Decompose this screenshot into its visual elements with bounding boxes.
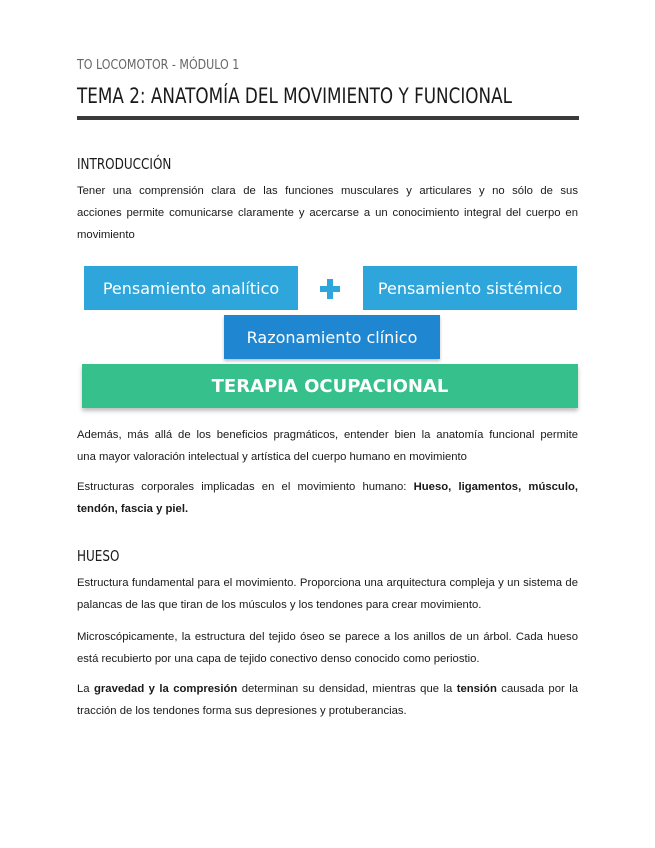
box-razonamiento-clinico: Razonamiento clínico — [224, 315, 440, 359]
box-pensamiento-analitico: Pensamiento analítico — [84, 266, 298, 310]
section-heading-introduccion: INTRODUCCIÓN — [77, 155, 172, 173]
concept-diagram — [80, 262, 580, 412]
box-pensamiento-sistemico: Pensamiento sistémico — [363, 266, 577, 310]
intro-paragraph-line3: movimiento — [77, 229, 135, 241]
body-paragraph-2-line2: una mayor valoración intelectual y artística del cuerpo humano en movimiento — [77, 451, 467, 463]
title-divider — [77, 116, 579, 120]
body-paragraph-2-line1: Además, más allá de los beneficios pragmáticos, entender bien la anatomía funcional permite — [77, 429, 578, 441]
intro-paragraph-line2: acciones permite comunicarse claramente y acercarse a un conocimiento integral del cuerpo en — [77, 207, 578, 219]
hueso-paragraph-1: Estructura fundamental para el movimiento. Proporciona una arquitectura compleja y un sistema de palancas de las que tiran de los músculos y los tendones para crear movimiento. — [77, 577, 578, 611]
body-paragraph-3: Estructuras corporales implicadas en el movimiento humano: Hueso, ligamentos, músculo, tendón, fascia y piel. — [77, 481, 578, 515]
module-header: TO LOCOMOTOR - MÓDULO 1 — [77, 57, 240, 73]
intro-paragraph-line1: Tener una comprensión clara de las funciones musculares y articulares y no sólo de sus — [77, 185, 578, 197]
page-title: TEMA 2: ANATOMÍA DEL MOVIMIENTO Y FUNCIONAL — [77, 84, 512, 108]
hueso-paragraph-3: La gravedad y la compresión determinan su densidad, mientras que la tensión causada por la tracción de los tendones forma sus depresiones y protuberancias. — [77, 683, 578, 717]
section-heading-hueso: HUESO — [77, 547, 120, 565]
box-terapia-ocupacional: TERAPIA OCUPACIONAL — [82, 364, 578, 408]
hueso-paragraph-2: Microscópicamente, la estructura del tejido óseo se parece a los anillos de un árbol. Cada hueso está recubierto por una capa de tejido conectivo denso conocido como periostio. — [77, 631, 578, 665]
plus-icon — [320, 279, 340, 299]
